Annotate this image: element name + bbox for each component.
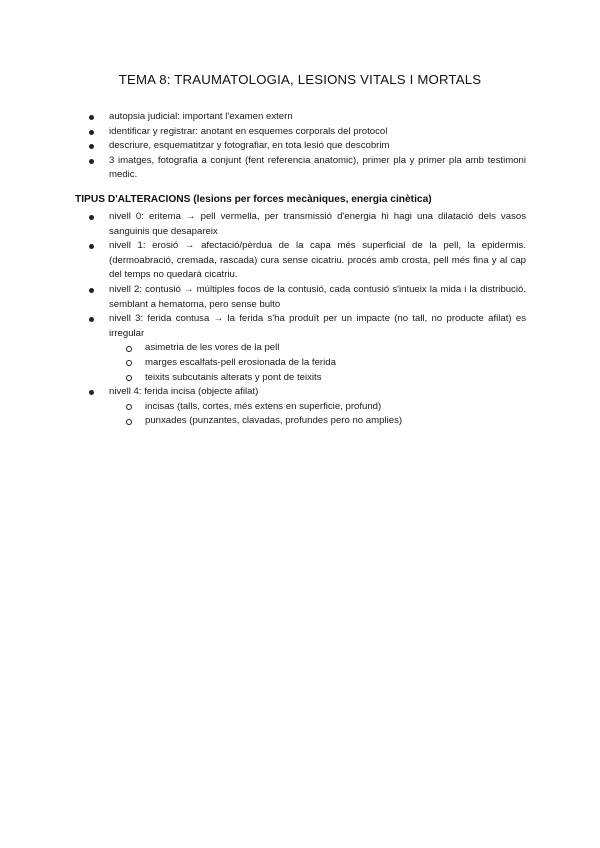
list-item — [109, 210, 526, 239]
sub-list-item — [145, 414, 526, 429]
list-item-text: autopsia judicial: important l'examen extern — [109, 111, 293, 122]
sub-list-item-text: asimetria de les vores de la pell — [145, 342, 280, 354]
bullet-circle-icon — [126, 404, 132, 410]
list-item-text: nivell 1: erosió → afectació/pèrdua de la capa més superficial de la pell, la epidermis. (dermoabració, cremada, rascada) cura sense cicatriu. procés amb crosta, pell més fina y al cap del temps no quedarà cicatriu. — [109, 240, 526, 281]
page-title: TEMA 8: TRAUMATOLOGIA, LESIONS VITALS I MORTALS — [118, 72, 482, 87]
section-list — [0, 210, 600, 429]
sub-list-item-text: teixits subcutanis alterats y pont de teixits — [145, 371, 322, 383]
bullet-dot-icon — [89, 130, 94, 135]
list-item — [109, 283, 526, 312]
bullet-dot-icon — [89, 244, 94, 249]
list-item-text: nivell 2: contusió → múltiples focos de la contusió, cada contusió s'intueix la mida i la distribució. semblant a hematoma, pero sense bulto — [109, 283, 526, 310]
sub-list-item-text: incisas (talls, cortes, més extens en superficie, profund) — [145, 400, 382, 412]
list-item — [109, 385, 526, 400]
list-item-text: nivell 3: ferida contusa → la ferida s'ha produït per un impacte (no tall, no producte afilat) es irregular — [109, 313, 526, 339]
bullet-dot-icon — [89, 317, 94, 322]
intro-list — [0, 110, 600, 183]
list-item — [109, 139, 526, 154]
bullet-dot-icon — [89, 215, 94, 220]
sub-list-item — [145, 371, 526, 386]
section-heading: TIPUS D'ALTERACIONS (lesions per forces mecàniques, energia cinètica) — [75, 194, 432, 205]
bullet-dot-icon — [89, 288, 94, 293]
sub-list-item-text: marges escalfats-pell erosionada de la ferida — [145, 356, 336, 368]
bullet-dot-icon — [89, 144, 94, 149]
bullet-dot-icon — [89, 159, 94, 164]
sub-list-item — [145, 400, 526, 415]
list-item — [109, 110, 526, 125]
bullet-dot-icon — [89, 115, 94, 120]
sub-list-item-text: punxades (punzantes, clavadas, profundes pero no amplies) — [145, 415, 403, 427]
bullet-dot-icon — [89, 390, 94, 395]
list-item — [109, 312, 526, 341]
list-item-text: identificar y registrar: anotant en esquemes corporals del protocol — [109, 125, 388, 137]
list-item — [109, 154, 526, 183]
bullet-circle-icon — [126, 346, 132, 352]
list-item-text: nivell 4: ferida incisa (objecte afilat) — [109, 386, 259, 398]
list-item — [109, 125, 526, 140]
list-item-text: nivell 0: eritema → pell vermella, per transmissió d'energia hi hagi una dilatació dels vasos sanguinis que desapareix — [109, 211, 526, 237]
list-item-text: descriure, esquematitzar y fotografiar, en tota lesió que descobrim — [109, 140, 390, 152]
sub-list-item — [145, 341, 526, 356]
list-item — [109, 239, 526, 283]
list-item-text: 3 imatges, fotografia a conjunt (fent referencia anatomic), primer pla y primer pla amb testimoni medic. — [109, 154, 526, 181]
bullet-circle-icon — [126, 375, 132, 381]
bullet-circle-icon — [126, 419, 132, 425]
bullet-circle-icon — [126, 360, 132, 366]
sub-list-item — [145, 356, 526, 371]
